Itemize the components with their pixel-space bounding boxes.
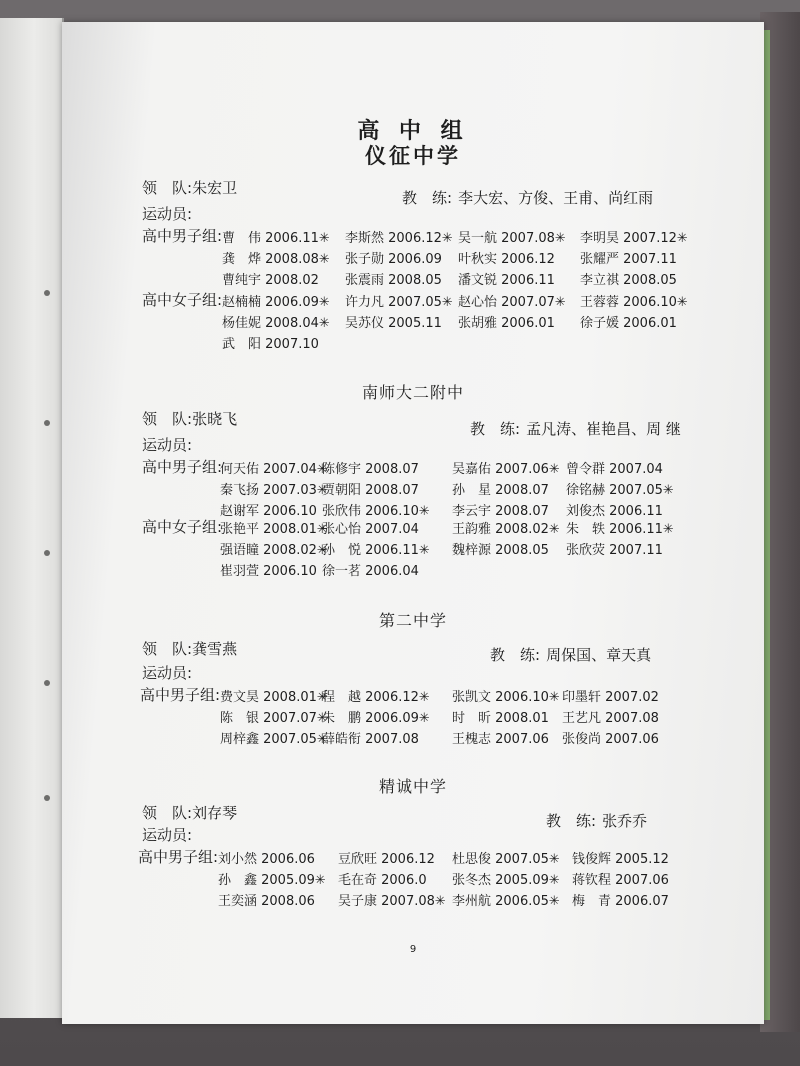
coach-line (546, 810, 647, 831)
athlete-entry: 李立祺 2008.05 (580, 273, 677, 288)
coach-line (402, 187, 653, 208)
athlete-entry: 张子勋 2006.09 (345, 252, 442, 267)
group-label: 高中女子组: (142, 518, 223, 536)
athlete-entry: 吴子康 2007.08✳ (338, 894, 446, 909)
athlete-entry: 张俊尚 2007.06 (562, 732, 659, 747)
coach-names: 李大宏、方俊、王甫、尚红雨 (458, 189, 654, 207)
athlete-entry: 魏梓源 2008.05 (452, 543, 549, 558)
leader-label: 领 队: (142, 804, 193, 822)
athlete-entry: 王艺凡 2007.08 (562, 711, 659, 726)
leader-label: 领 队: (142, 640, 193, 658)
athlete-entry: 钱俊辉 2005.12 (572, 852, 669, 867)
athlete-entry: 李斯然 2006.12✳ (345, 231, 453, 246)
athlete-entry: 张心怡 2007.04 (322, 522, 419, 537)
leader-line (142, 638, 237, 659)
athlete-entry: 陈 银 2007.07✳ (220, 711, 328, 726)
athlete-entry: 强语瞳 2008.02✳ (220, 543, 328, 558)
leader-name: 刘存琴 (192, 804, 238, 822)
athlete-entry: 刘小然 2006.06 (218, 852, 315, 867)
athlete-entry: 印墨轩 2007.02 (562, 690, 659, 705)
athlete-entry: 孙 星 2008.07 (452, 483, 549, 498)
leader-name: 张晓飞 (192, 410, 238, 428)
athlete-entry: 赵谢军 2006.10 (220, 504, 317, 519)
athlete-entry: 潘文锐 2006.11 (458, 273, 555, 288)
athlete-entry: 费文昊 2008.01✳ (220, 690, 328, 705)
athlete-entry: 王韵雅 2008.02✳ (452, 522, 560, 537)
athlete-entry: 周梓鑫 2007.05✳ (220, 732, 328, 747)
athlete-entry: 叶秋实 2006.12 (458, 252, 555, 267)
school-name: 仪征中学 (365, 144, 461, 168)
athlete-entry: 杨佳妮 2008.04✳ (222, 316, 330, 331)
athlete-entry: 朱 轶 2006.11✳ (566, 522, 674, 537)
group-label: 高中男子组: (140, 686, 221, 704)
athlete-entry: 张凯文 2006.10✳ (452, 690, 560, 705)
page-number: 9 (409, 944, 417, 955)
athletes-label: 运动员: (142, 205, 193, 223)
athlete-entry: 梅 青 2006.07 (572, 894, 669, 909)
athlete-entry: 贾朝阳 2008.07 (322, 483, 419, 498)
athlete-entry: 张震雨 2008.05 (345, 273, 442, 288)
binding-stitches (40, 290, 54, 810)
athlete-entry: 时 昕 2008.01 (452, 711, 549, 726)
leader-line (142, 802, 237, 823)
leader-line (142, 408, 237, 429)
athlete-entry: 王奕涵 2008.06 (218, 894, 315, 909)
athlete-entry: 崔羽萱 2006.10 (220, 564, 317, 579)
page-title: 高 中 组 (357, 119, 469, 144)
athlete-entry: 徐子媛 2006.01 (580, 316, 677, 331)
athlete-entry: 豆欣旺 2006.12 (338, 852, 435, 867)
school-name: 精诚中学 (378, 777, 447, 796)
leader-label: 领 队: (142, 179, 193, 197)
coach-names: 孟凡涛、崔艳昌、周 继 (526, 420, 681, 438)
coach-label: 教 练: (546, 812, 597, 830)
coach-names: 张乔乔 (602, 812, 648, 830)
group-label: 高中男子组: (142, 227, 223, 245)
athlete-entry: 王槐志 2007.06 (452, 732, 549, 747)
athlete-entry: 毛在奇 2006.0 (338, 873, 427, 888)
athlete-entry: 吴一航 2007.08✳ (458, 231, 566, 246)
leader-name: 龚雪燕 (192, 640, 238, 658)
athletes-label: 运动员: (142, 664, 193, 682)
athlete-entry: 曹纯宇 2008.02 (222, 273, 319, 288)
athlete-entry: 蒋钦程 2007.06 (572, 873, 669, 888)
group-label: 高中女子组: (142, 291, 223, 309)
athlete-entry: 张艳平 2008.01✳ (220, 522, 328, 537)
leader-name: 朱宏卫 (192, 179, 238, 197)
athlete-entry: 王蓉蓉 2006.10✳ (580, 295, 688, 310)
athlete-entry: 吴嘉佑 2007.06✳ (452, 462, 560, 477)
leader-label: 领 队: (142, 410, 193, 428)
athlete-entry: 李州航 2006.05✳ (452, 894, 560, 909)
coach-line (490, 644, 651, 665)
coach-label: 教 练: (490, 646, 541, 664)
athlete-entry: 赵楠楠 2006.09✳ (222, 295, 330, 310)
athlete-entry: 吴苏仪 2005.11 (345, 316, 442, 331)
leader-line (142, 177, 237, 198)
coach-names: 周保国、章天真 (546, 646, 652, 664)
athlete-entry: 徐铭赫 2007.05✳ (566, 483, 674, 498)
athlete-entry: 武 阳 2007.10 (222, 337, 319, 352)
athlete-entry: 龚 烨 2008.08✳ (222, 252, 330, 267)
coach-label: 教 练: (402, 189, 453, 207)
athlete-entry: 孙 悦 2006.11✳ (322, 543, 430, 558)
athlete-entry: 赵心怡 2007.07✳ (458, 295, 566, 310)
coach-line (470, 418, 681, 439)
athlete-entry: 张冬杰 2005.09✳ (452, 873, 560, 888)
coach-label: 教 练: (470, 420, 521, 438)
athlete-entry: 张欣荧 2007.11 (566, 543, 663, 558)
athlete-entry: 张耀严 2007.11 (580, 252, 677, 267)
athlete-entry: 张胡雅 2006.01 (458, 316, 555, 331)
athlete-entry: 刘俊杰 2006.11 (566, 504, 663, 519)
athlete-entry: 李明昊 2007.12✳ (580, 231, 688, 246)
athlete-entry: 朱 鹏 2006.09✳ (322, 711, 430, 726)
school-name: 第二中学 (378, 611, 447, 630)
athlete-entry: 许力凡 2007.05✳ (345, 295, 453, 310)
athlete-entry: 曾令群 2007.04 (566, 462, 663, 477)
athlete-entry: 程 越 2006.12✳ (322, 690, 430, 705)
athlete-entry: 张欣伟 2006.10✳ (322, 504, 430, 519)
athlete-entry: 秦飞扬 2007.03✳ (220, 483, 328, 498)
school-name: 南师大二附中 (361, 383, 464, 402)
document-page (62, 22, 764, 1024)
athletes-label: 运动员: (142, 436, 193, 454)
athlete-entry: 曹 伟 2006.11✳ (222, 231, 330, 246)
athlete-entry: 陈修宇 2008.07 (322, 462, 419, 477)
athlete-entry: 何天佑 2007.04✳ (220, 462, 328, 477)
athlete-entry: 孙 鑫 2005.09✳ (218, 873, 326, 888)
athlete-entry: 徐一茗 2006.04 (322, 564, 419, 579)
athlete-entry: 李云宇 2008.07 (452, 504, 549, 519)
facing-page-edge (0, 18, 64, 1018)
athlete-entry: 薛皓衔 2007.08 (322, 732, 419, 747)
group-label: 高中男子组: (142, 458, 223, 476)
athletes-label: 运动员: (142, 826, 193, 844)
athlete-entry: 杜思俊 2007.05✳ (452, 852, 560, 867)
group-label: 高中男子组: (138, 848, 219, 866)
